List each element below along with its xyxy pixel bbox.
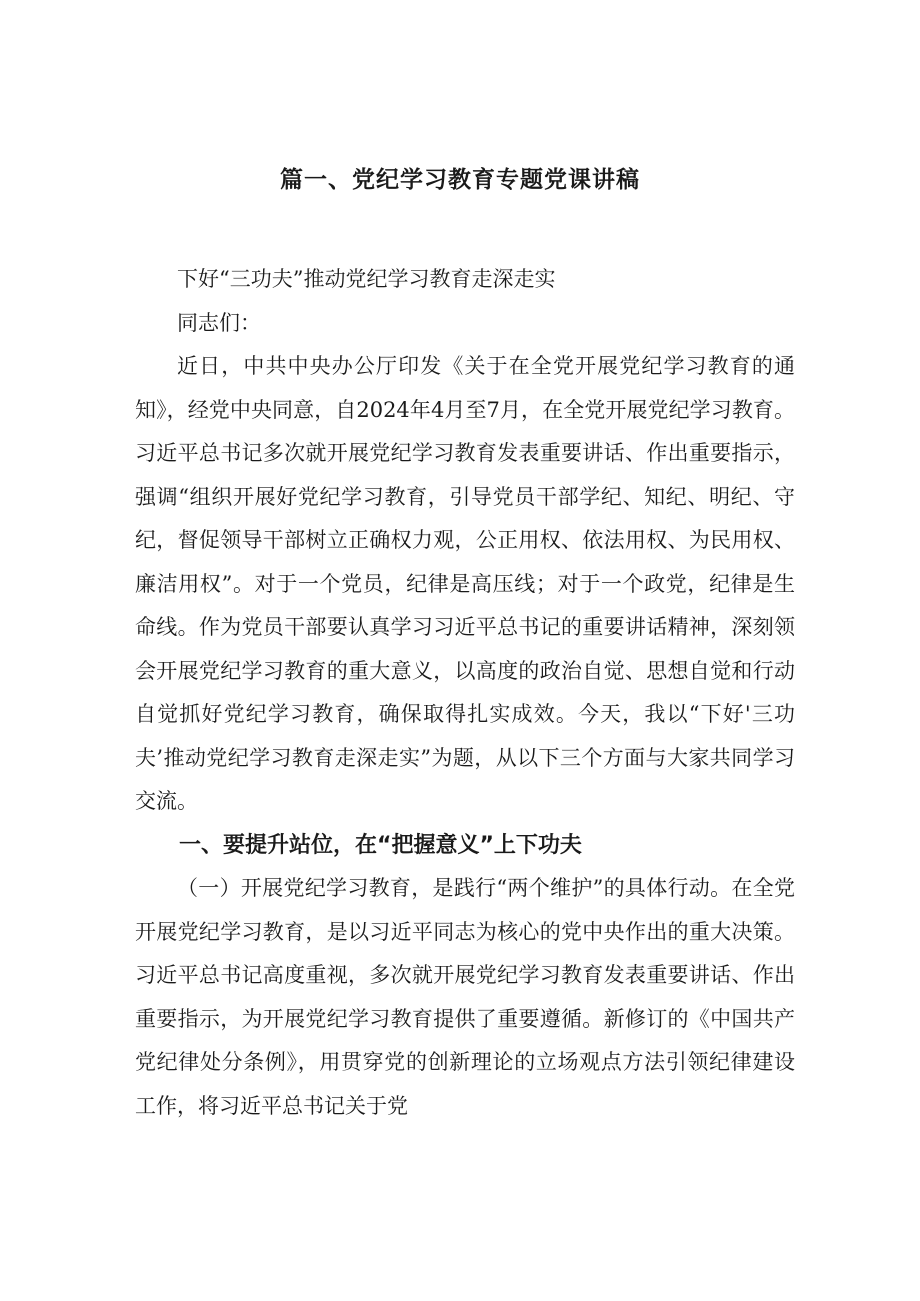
lecture-subtitle: 下好“三功夫”推动党纪学习教育走深走实 [177, 267, 556, 291]
intro-paragraph: 近日，中共中央办公厅印发《关于在全党开展党纪学习教育的通知》，经党中央同意，自2024年4月至7月，在全党开展党纪学习教育。习近平总书记多次就开展党纪学习教育发表重要讲话、作出重要指示，强调“组织开展好党纪学习教育，引导党员干部学纪、知纪、明纪、守纪，督促领导干部树立正确权力观，公正用权、依法用权、为民用权、廉洁用权”。对于一个党员，纪律是高压线；对于一个政党，纪律是生命线。作为党员干部要认真学习习近平总书记的重要讲话精神，深刻领会开展党纪学习教育的重大意义，以高度的政治自觉、思想自觉和行动自觉抓好党纪学习教育，确保取得扎实成效。今天，我以“下好'三功夫’推动党纪学习教育走深走实”为题，从以下三个方面与大家共同学习交流。 [135, 354, 795, 813]
salutation: 同志们： [177, 310, 261, 335]
document-body [135, 258, 795, 1128]
section-heading-1: 一、要提升站位，在“把握意义”上下功夫 [179, 832, 582, 858]
section-1-paragraph: （一）开展党纪学习教育，是践行“两个维护”的具体行动。在全党开展党纪学习教育，是以习近平同志为核心的党中央作出的重大决策。习近平总书记高度重视，多次就开展党纪学习教育发表重要讲话、作出重要指示，为开展党纪学习教育提供了重要遵循。新修订的《中国共产党纪律处分条例》，用贯穿党的创新理论的立场观点方法引领纪律建设工作，将习近平总书记关于党 [135, 876, 795, 1118]
document-title: 篇一、党纪学习教育专题党课讲稿 [280, 167, 640, 193]
